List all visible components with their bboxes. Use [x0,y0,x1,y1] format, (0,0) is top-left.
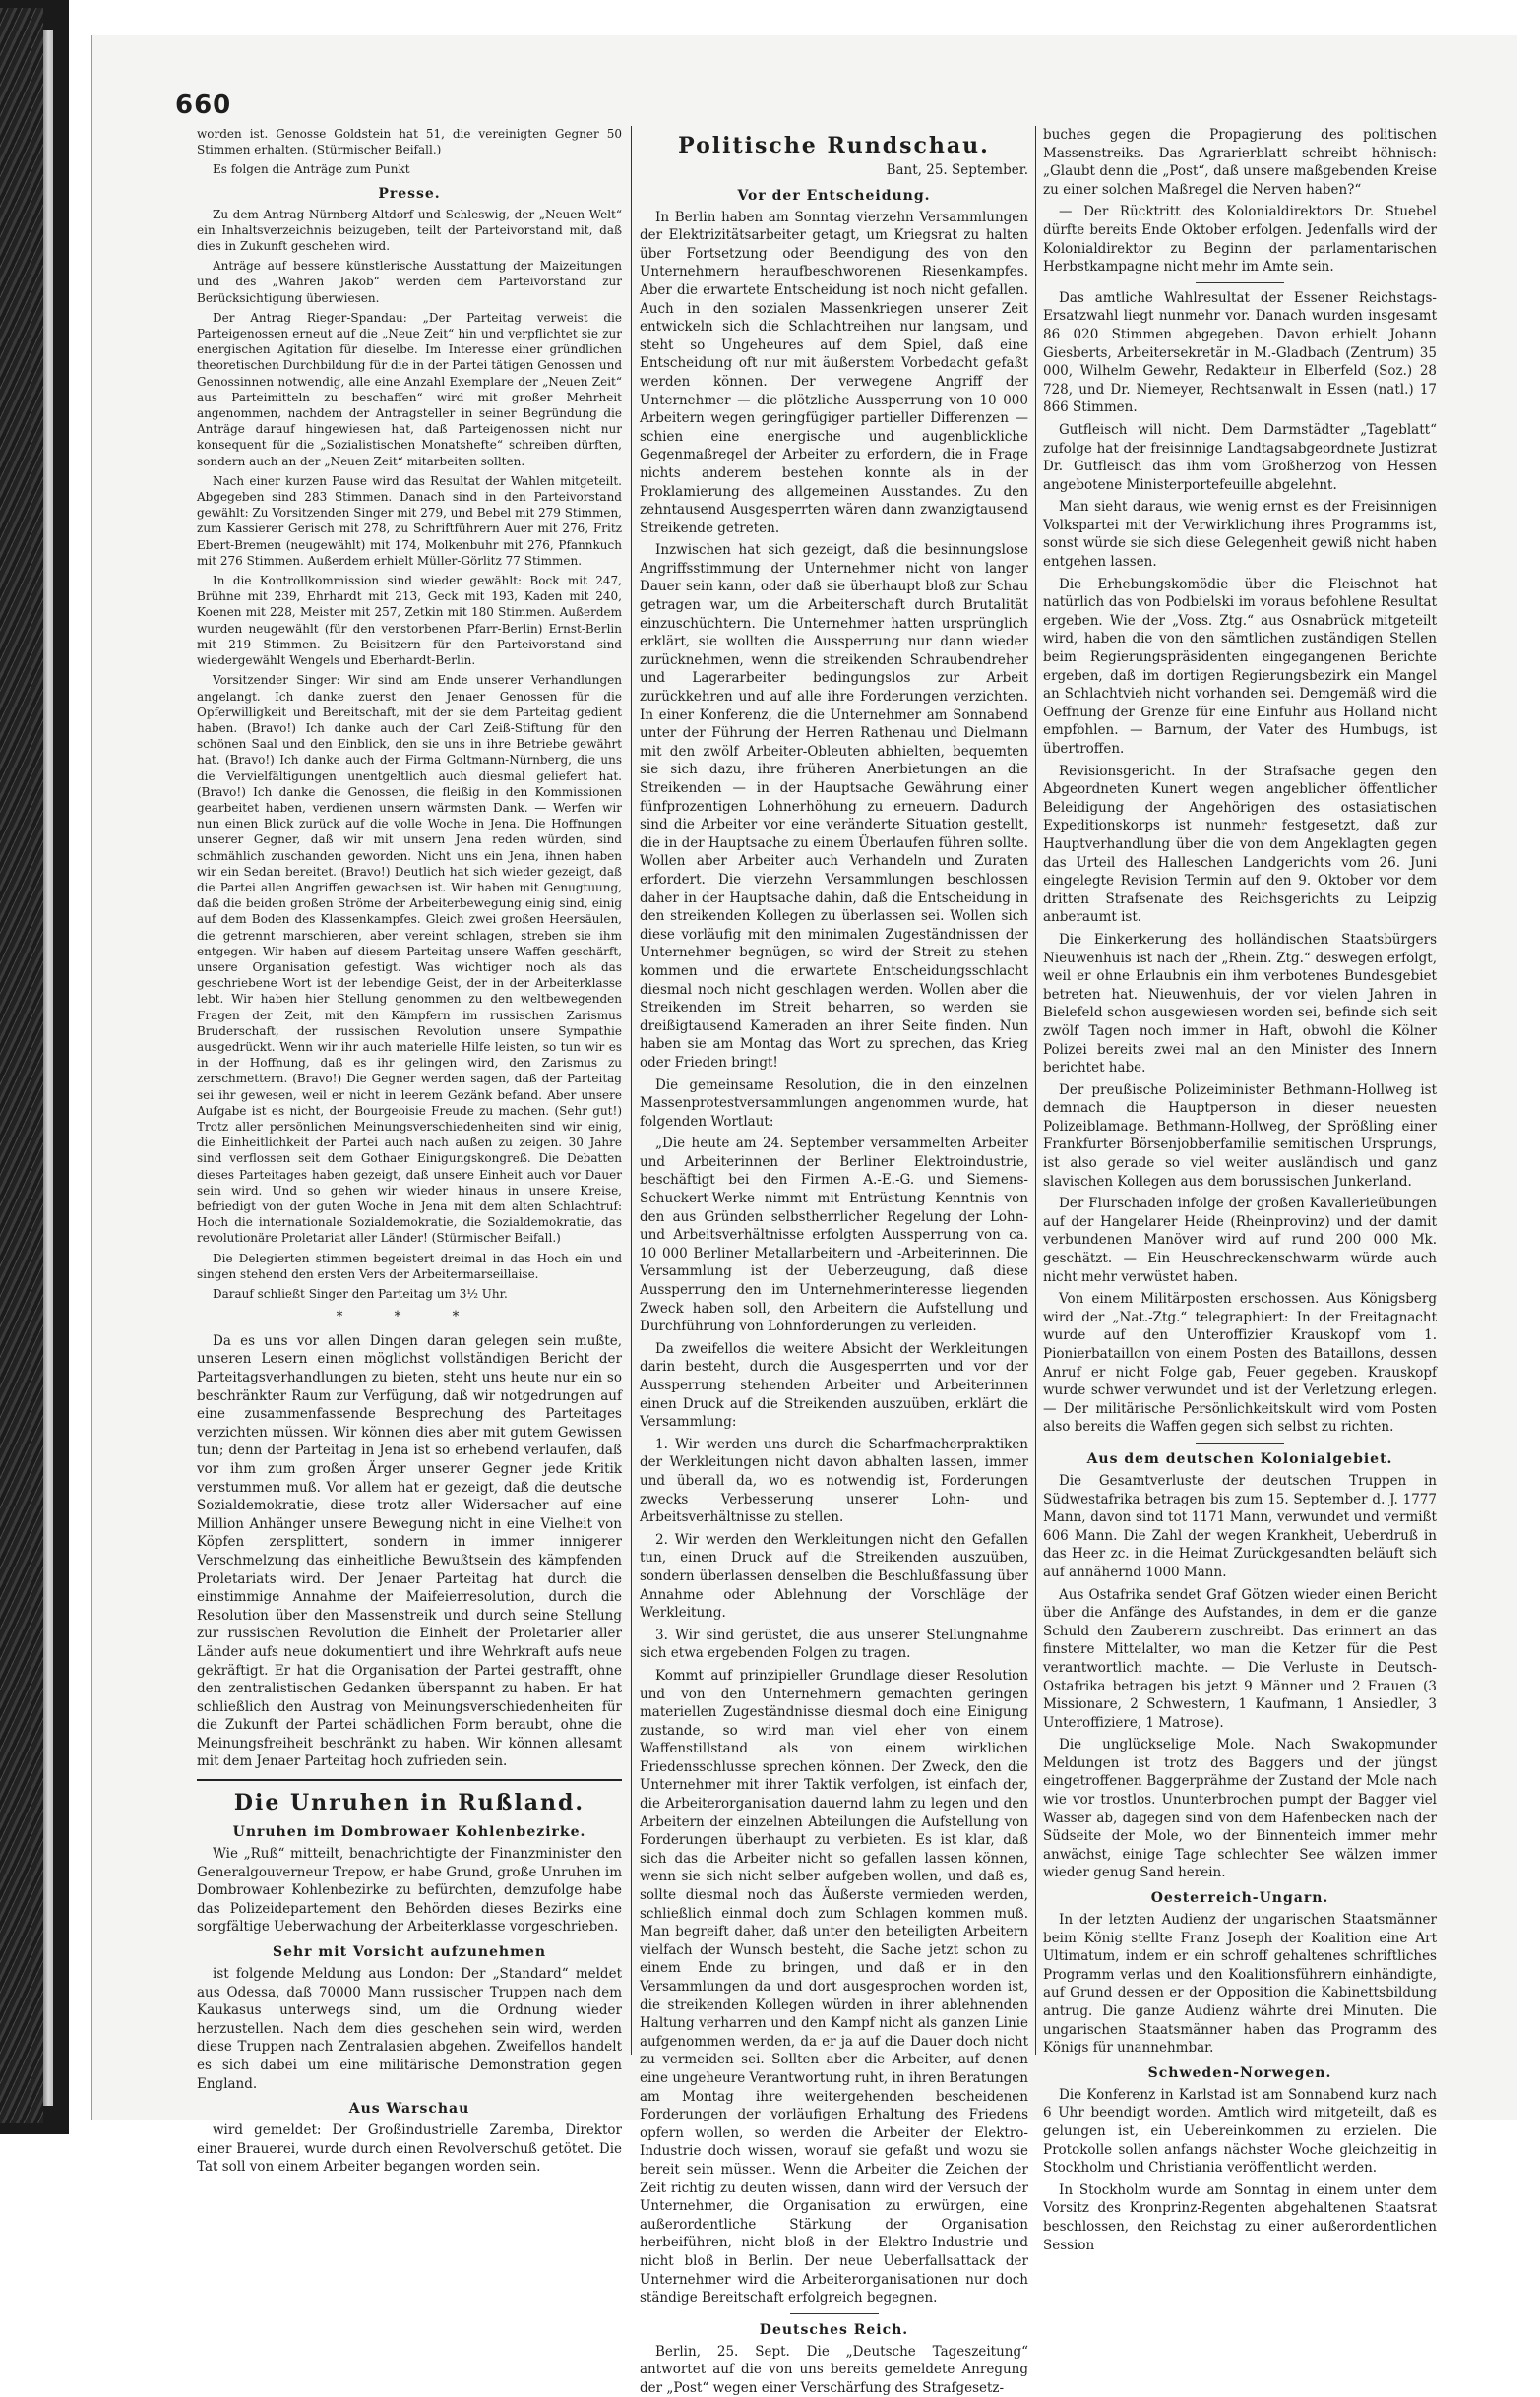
paragraph: Die Erhebungskomödie über die Fleischnot hat natürlich das von Podbielski im voraus befohlene Resultat ergeben. Wie der „Voss. Ztg.“ aus Osnabrück mitgeteilt wird, haben die von den sämtlichen zuständigen Stellen beim Regierungspräsidenten eingegangenen Berichte ergeben, daß im dortigen Regierungsbezirk ein Mangel an Schlachtvieh nicht vorhanden sei. Demgemäß wird die Oeffnung der Grenze für eine Einfuhr aus Holland nicht empfohlen. — Barnum, der Vater des Humbugs, ist übertroffen. [1043,576,1437,757]
paragraph: Anträge auf bessere künstlerische Ausstattung der Maizeitungen und des „Wahren Jakob“ werden dem Parteivorstand zur Berücksichtigung überwiesen. [197,259,622,305]
right-column [1043,126,1437,2253]
section-rule [1196,1443,1284,1444]
paragraph: Die Konferenz in Karlstad ist am Sonnabend kurz nach 6 Uhr beendigt worden. Amtlich wird mitgeteilt, daß es gelungen ist, ein Uebereinkommen zu erzielen. Die Protokolle sollen anfangs nächster Woche gleichzeitig in Stockholm und Christiania veröffentlicht werden. [1043,2086,1437,2177]
paragraph: 3. Wir sind gerüstet, die aus unserer Stellungnahme sich etwa ergebenden Folgen zu tragen. [640,1627,1028,1662]
separator-stars: * * * [336,1309,483,1325]
paragraph: Nach einer kurzen Pause wird das Resultat der Wahlen mitgeteilt. Abgegeben sind 283 Stimmen. Danach sind in den Parteivorstand gewählt: Zu Vorsitzenden Singer mit 279, und Bebel mit 279 Stimmen, zum Kassierer Gerisch mit 278, zu Schriftführern Auer mit 276, Fritz Ebert-Bremen (neugewählt) mit 174, Molkenbuhr mit 276, Pfannkuch mit 276 Stimmen. Außerdem erhielt Müller-Görlitz 77 Stimmen. [197,473,622,568]
paragraph: Darauf schließt Singer den Parteitag um 3½ Uhr. [213,1287,508,1302]
paragraph: „Die heute am 24. September versammelten Arbeiter und Arbeiterinnen der Berliner Elektroindustrie, beschäftigt bei den Firmen A.-E.-G. und Siemens-Schuckert-Werke nimmt mit Entrüstung Kenntnis von den aus Gründen selbstherrlicher Regelung der Lohn- und Arbeitsverhältnisse erfolgten Aussperrung von ca. 10 000 Berliner Metallarbeitern und -Arbeiterinnen. Die Versammlung ist der Ueberzeugung, daß diese Aussperrung den im Unternehmerinteresse liegenden Zweck haben soll, den Arbeitern die Aufstellung und Durchführung von Lohnforderungen zu verleiden. [640,1136,1028,1335]
paragraph: Aus Ostafrika sendet Graf Götzen wieder einen Bericht über die Anfänge des Aufstandes, in dem er die ganze Schuld den Zauberern zuschreibt. Das erinnert an das finstere Mittelalter, wo man die Ketzer für die Pest verantwortlich machte. — Die Verluste in Deutsch-Ostafrika betragen bis jetzt 9 Männer und 2 Frauen (3 Missionare, 2 Schwestern, 1 Kaufmann, 1 Ansiedler, 3 Unteroffiziere, 1 Matrose). [1043,1586,1437,1731]
subheading-dombrowa: Unruhen im Dombrowaer Kohlenbezirke. [232,1824,586,1841]
paragraph: Da es uns vor allen Dingen daran gelegen sein mußte, unseren Lesern einen möglichst vollständigen Bericht der Parteitagsverhandlungen zu bieten, steht uns heute nur ein so beschränkter Raum zur Verfügung, daß wir notgedrungen auf eine zusammenfassende Besprechung des Parteitages verzichten müssen. Wir können dies aber mit gutem Gewissen tun; denn der Parteitag in Jena ist so erhebend verlaufen, daß vor ihm zum großen Ärger unserer Gegner jede Kritik verstummen muß. Vor allem hat er gezeigt, daß die deutsche Sozialdemokratie, diese trotz aller Widersacher auf eine Million Anhänger unsere Bewegung nicht in eine Vielheit von Köpfen zersplittert, sondern in immer innigerer Verschmelzung das einheitliche Bewußtsein des kämpfenden Proletariats wird. Der Jenaer Parteitag hat durch die einstimmige Annahme der Maifeierresolution, durch die Resolution über den Massenstreik und durch seine Stellung zur russischen Revolution die Einheit der Proletarier aller Länder aufs neue dokumentiert und ihre Wehrkraft aufs neue gekräftigt. Er hat die Organisation der Partei gestrafft, ohne den zentralistischen Gedanken überspannt zu haben. Er hat schließlich den Austrag von Meinungsverschiedenheiten für die Zukunft der Partei schädlichen Form beraubt, ohne die Meinungsfreiheit beschränkt zu haben. Wir können allesamt mit dem Jenaer Parteitag hoch zufrieden sein. [197,1332,622,1770]
paragraph: Man sieht daraus, wie wenig ernst es der Freisinnigen Volkspartei mit der Verwirklichung ihres Programms ist, sonst würde sie sich diese Gelegenheit gewiß nicht haben entgehen lassen. [1043,499,1437,571]
paragraph: Berlin, 25. Sept. Die „Deutsche Tageszeitung“ antwortet auf die von uns bereits gemeldete Anregung der „Post“ wegen einer Verschärfung des Strafgesetz- [640,2343,1028,2396]
page-number: 660 [175,91,232,120]
paragraph: Revisionsgericht. In der Strafsache gegen den Abgeordneten Kunert wegen angeblicher öffentlicher Beleidigung der Angehörigen des ostasiatischen Expeditionskorps ist nunmehr festgesetzt, daß zur Hauptverhandlung über die von dem Angeklagten gegen das Urteil des Halleschen Landgerichts vom 26. Juni eingelegte Revision Termin auf den 9. Oktober vor dem dritten Strafsenate des Reichsgerichts zu Leipzig anberaumt ist. [1043,763,1437,926]
book-binding [0,0,69,2134]
paragraph: Die Gesamtverluste der deutschen Truppen in Südwestafrika betragen bis zum 15. September d. J. 1777 Mann, davon sind tot 1171 Mann, verwundet und vermißt 606 Mann. Die Zahl der wegen Krankheit, Ueberdruß in das Heer zc. in die Heimat Zurückgesandten beläuft sich auf annähernd 1000 Mann. [1043,1472,1437,1580]
paragraph: Das amtliche Wahlresultat der Essener Reichstags-Ersatzwahl liegt nunmehr vor. Danach wurden insgesamt 86 020 Stimmen abgegeben. Davon erhielt Johann Giesberts, Arbeitersekretär in M.-Gladbach (Zentrum) 35 000, Wilhelm Gewehr, Redakteur in Elberfeld (Soz.) 28 728, und Dr. Niemeyer, Rechtsanwalt in Essen (natl.) 17 866 Stimmen. [1043,289,1437,416]
section-rule [1196,282,1284,283]
section-title-rundschau: Politische Rundschau. [678,133,990,158]
paragraph: Die unglückselige Mole. Nach Swakopmunder Meldungen ist trotz des Baggers und der jüngst eingetroffenen Baggerprähme der Zustand der Mole nach wie vor trostlos. Ununterbrochen pumpt der Bagger viel Wasser ab, dagegen sind von dem Hafenbecken nach der Südseite der Mole, wo der Binnenteich immer mehr anwächst, einige Tage schlechter See wälzen immer wieder genug Sand herein. [1043,1737,1437,1881]
paragraph: In die Kontrollkommission sind wieder gewählt: Bock mit 247, Brühne mit 239, Ehrhardt mit 213, Geck mit 193, Kaden mit 240, Koenen mit 228, Meister mit 257, Zetkin mit 180 Stimmen. Außerdem wurden neugewählt (für den verstorbenen Pfarr-Berlin) Ernst-Berlin mit 219 Stimmen. Zu Beisitzern für den Parteivorstand sind wiedergewählt Wengels und Eberhardt-Berlin. [197,574,622,668]
paragraph: Von einem Militärposten erschossen. Aus Königsberg wird der „Nat.-Ztg.“ telegraphiert: In der Freitagnacht wurde auf den Unteroffizier Krauskopf vom 1. Pionierbataillon von einem Posten des Bataillons, dessen Anruf er nicht Folge gab, Feuer gegeben. Krauskopf wurde schwer verwundet und ist der Verletzung erlegen. — Der militärische Persönlichkeitskult wird vom Posten also bereits die Waffen gegen sich selbst zu richten. [1043,1291,1437,1436]
paragraph: Der Antrag Rieger-Spandau: „Der Parteitag verweist die Parteigenossen erneut auf die „Neue Zeit“ hin und verpflichtet sie zur energischen Agitation für dieselbe. Im Interesse einer gründlichen theoretischen Durchbildung für die in der Partei tätigen Genossen und Genossinnen notwendig, alle eine Anzahl Exemplare der „Neuen Zeit“ aus Parteimitteln zu beschaffen“ wird mit großer Mehrheit angenommen, nachdem der Antragsteller in seiner Begründung die Anträge darauf hingewiesen hat, daß Parteigenossen nicht nur konsequent für die „Sozialistischen Monatshefte“ schreiben dürften, sondern auch an der „Neuen Zeit“ mitarbeiten sollten. [197,310,622,468]
section-heading-oesterreich: Oesterreich-Ungarn. [1150,1890,1329,1907]
article-headline-entscheidung: Vor der Entscheidung. [737,187,931,204]
paragraph: Da zweifellos die weitere Absicht der Werkleitungen darin besteht, durch die Ausgesperrten und vor der Aussperrung stehenden Arbeiter und Arbeiterinnen einen Druck auf die Streikenden auszuüben, erklärt die Versammlung: [640,1340,1028,1431]
dateline: Bant, 25. September. [886,162,1028,178]
paragraph: Der Flurschaden infolge der großen Kavallerieübungen auf der Hangelarer Heide (Rheinprovinz) und der damit verbundenen Manöver wird auf rund 200 000 Mk. geschätzt. — Ein Heuschreckenschwarm würde auch nicht mehr verwüstet haben. [1043,1196,1437,1285]
paragraph: Der preußische Polizeiminister Bethmann-Hollweg ist demnach die Hauptperson in dieser neuesten Polizeiblamage. Bethmann-Hollweg, der Sprößling einer Frankfurter Börsenjobberfamilie semitischen Ursprungs, ist also gerade so viel weiter ausländisch und ganz slavischen Kollegen aus dem borussischen Junkerland. [1043,1081,1437,1190]
paragraph: — Der Rücktritt des Kolonialdirektors Dr. Stuebel dürfte bereits Ende Oktober erfolgen. Jedenfalls wird der Kolonialdirektor zu Beginn der parlamentarischen Herbstkampagne nicht mehr im Amte sein. [1043,204,1437,276]
paragraph: 2. Wir werden den Werkleitungen nicht den Gefallen tun, einen Druck auf die Streikenden auszuüben, sondern überlassen denselben die Beschlußfassung über Annahme oder Ablehnung der Vorschläge der Werkleitung. [640,1531,1028,1622]
paragraph: buches gegen die Propagierung des politischen Massenstreiks. Das Agrarierblatt schreibt höhnisch: „Glaubt denn die „Post“, daß unsere maßgebenden Kreise zu einer solchen Maßregel die Nerven haben?“ [1043,127,1437,198]
column-divider [1035,126,1036,2055]
paragraph: Zu dem Antrag Nürnberg-Altdorf und Schleswig, der „Neuen Welt“ ein Inhaltsverzeichnis beizugeben, teilt der Parteivorstand mit, daß dies in Zukunft geschehen wird. [197,207,622,254]
paragraph: Kommt auf prinzipieller Grundlage dieser Resolution und von den Unternehmern gemachten geringen materiellen Zugeständnisse diesmal doch eine Einigung zustande, so wird man viel eher von einem Waffenstillstand als von einem wirklichen Friedensschlusse sprechen können. Der Zweck, den die Unternehmer mit ihrer Taktik verfolgen, ist einfach der, die Arbeiterorganisation dauernd lahm zu legen und den Arbeitern der einzelnen Abteilungen die Aufstellung von Forderungen überhaupt zu verbieten. Es ist klar, daß sich das die Arbeiter nicht so gefallen lassen können, wenn sie sich nicht selber aufgeben wollen, und daß es, sollte diesmal noch das Äußerste vermieden werden, schließlich einmal doch zum Schlagen kommen muß. Man begreift daher, daß unter den beteiligten Arbeitern vielfach der Wunsch besteht, die Sache jetzt schon zu einem Ende zu bringen, und daß er in den Versammlungen da und dort ausgesprochen worden ist, die streikenden Kollegen würden in ihrer ablehnenden Haltung verharren und den Kampf nicht als ganzen Linie aufgenommen werden, da er ja auf die Dauer doch nicht zu vermeiden sei. Sollten aber die Arbeiter, auf denen eine ungeheure Verantwortung ruht, in ihren Beratungen am Montag ihre weitergehenden bescheidenen Forderungen der vorläufigen Erhaltung des Friedens opfern wollen, so werden die Arbeiter der Elektro-Industrie doch wissen, worauf sie gefaßt und wozu sie bereit sein müssen. Wenn die Arbeiter die Zeichen der Zeit richtig zu deuten wissen, dann wird der Versuch der Unternehmer, die Organisation zu erwürgen, eine außerordentliche Stärkung der Organisation herbeiführen, nicht bloß in der Elektro-Industrie und nicht bloß in Berlin. Der neue Ueberfallsattack der Unternehmer wird die Arbeiterorganisationen nur doch ständige Bereitschaft erfolgreich begegnen. [640,1667,1028,2306]
section-heading-schweden: Schweden-Norwegen. [1147,2064,1332,2081]
paragraph: In Berlin haben am Sonntag vierzehn Versammlungen der Elektrizitätsarbeiter getagt, um Kriegsrat zu halten über Fortsetzung oder Beendigung des von den Unternehmern heraufbeschworenen Riesenkampfes. Aber die erwartete Entscheidung ist noch nicht gefallen. Auch in den sozialen Massenkriegen unserer Zeit entwickeln sich die Schlachtreihen nur langsam, und steht so Ungeheures auf dem Spiel, daß eine Entscheidung oft nur mit äußerstem Vorbedacht gefaßt werden können. Der verwegene Angriff der Unternehmer — die plötzliche Aussperrung von 10 000 Arbeitern wegen geringfügiger partieller Differenzen — schien eine energische und augenblickliche Gegenmaßregel der Arbeiter zu erfordern, die in Frage nichts anderem bestehen konnte als in der Proklamierung des allgemeinen Ausstandes. Zu den zehntausend Ausgesperrten wären dann zwanzigtausend Streikende getreten. [640,209,1028,536]
section-rule [197,1779,622,1781]
section-rule [790,2313,879,2314]
paragraph: In Stockholm wurde am Sonntag in einem unter dem Vorsitz des Kronprinz-Regenten abgehaltenen Staatsrat beschlossen, den Reichstag zu einer außerordentlichen Session [1043,2182,1437,2253]
article-headline-unruhen: Die Unruhen in Rußland. [233,1790,585,1816]
paragraph: Wie „Ruß“ mitteilt, benachrichtigte der Finanzminister den Generalgouverneur Trepow, er habe Grund, große Unruhen im Dombrowaer Kohlenbezirke zu befürchten, demzufolge habe das Polizeidepartement den Behörden dieses Bezirks eine sorgfältige Ueberwachung der Arbeiterklasse vorgeschrieben. [197,1846,622,1936]
paragraph: 1. Wir werden uns durch die Scharfmacherpraktiken der Werkleitungen nicht davon abhalten lassen, immer und überall da, wo es notwendig ist, Forderungen zwecks Verbesserung unserer Lohn- und Arbeitsverhältnisse zu stellen. [640,1436,1028,1526]
paragraph: wird gemeldet: Der Großindustrielle Zaremba, Direktor einer Brauerei, wurde durch einen Revolverschuß getötet. Die Tat soll von einem Arbeiter begangen worden sein. [197,2122,622,2176]
middle-column [640,126,1028,2396]
section-heading-presse: Presse. [378,185,441,202]
subheading-warschau: Aus Warschau [348,2101,470,2118]
subheading-vorsicht: Sehr mit Vorsicht aufzunehmen [272,1944,547,1961]
paragraph: Gutfleisch will nicht. Dem Darmstädter „Tageblatt“ zufolge hat der freisinnige Landtagsabgeordnete Justizrat Dr. Gutfleisch das ihm vom Großherzog von Hessen angebotene Ministerportefeuille abgelehnt. [1043,421,1437,493]
section-heading-kolonial: Aus dem deutschen Kolonialgebiet. [1086,1450,1393,1467]
paragraph: Inzwischen hat sich gezeigt, daß die besinnungslose Angriffsstimmung der Unternehmer nicht von langer Dauer sein kann, oder daß sie überhaupt bloß zur Schau getragen war, um die Arbeiterschaft durch Brutalität einzuschüchtern. Die Unternehmer hatten ursprünglich erklärt, sie wollten die Aussperrung nur dann wieder zurücknehmen, wenn die streikenden Schraubendreher und Lagerarbeiter bedingungslos zur Arbeit zurückkehren und auf alle ihre Forderungen verzichten. In einer Konferenz, die die Unternehmer am Sonnabend unter der Führung der Herren Rathenau und Dielmann mit den zwölf Arbeiter-Obleuten abhielten, bequemten sie sich dazu, ihre früheren Anerbietungen an die Streikenden — in der Hauptsache Gewährung einer fünfprozentigen Lohnerhöhung zu erneuern. Dadurch sind die Arbeiter vor eine veränderte Situation gestellt, die in der Hauptsache zu einem Überlaufen führen sollte. Wollen aber Arbeiter auch Verhandeln und Zuraten erfordert. Die vierzehn Versammlungen beschlossen daher in der Hauptsache dahin, daß die Entscheidung in den streikenden Kollegen zu überlassen sei. Wollen sich diese vorläufig mit den minimalen Zugeständnissen der Unternehmer begnügen, so wird der Streit zu stehen kommen und die erwartete Entscheidungsschlacht diesmal noch nicht geschlagen werden. Wollen aber die Streikenden im Streit beharren, so werden sie dreißigtausend Kameraden an ihrer Seite finden. Nun haben sie am Montag das Wort zu sprechen, das Krieg oder Frieden bringt! [640,542,1028,1071]
paragraph: worden ist. Genosse Goldstein hat 51, die vereinigten Gegner 50 Stimmen erhalten. (Stürmischer Beifall.) [197,127,622,157]
paragraph: Die gemeinsame Resolution, die in den einzelnen Massenprotestversammlungen angenommen wurde, hat folgenden Wortlaut: [640,1076,1028,1130]
section-heading-reich: Deutsches Reich. [759,2321,909,2338]
paragraph: Es folgen die Anträge zum Punkt [213,162,410,177]
paragraph: Die Delegierten stimmen begeistert dreimal in das Hoch ein und singen stehend den ersten Vers der Arbeitermarseillaise. [197,1251,622,1281]
page-edges [43,30,53,2106]
paragraph: Die Einkerkerung des holländischen Staatsbürgers Nieuwenhuis ist nach der „Rhein. Ztg.“ deswegen erfolgt, weil er ohne Erlaubnis ein ihm verbotenes Bundesgebiet betreten hat. Nieuwenhuis, der vor vielen Jahren in Bielefeld schon ausgewiesen worden sei, befinde sich seit zwölf Tagen noch immer in Haft, obwohl die Kölner Polizei bereits zwei mal an den Minister des Innern berichtet habe. [1043,931,1437,1076]
paragraph: ist folgende Meldung aus London: Der „Standard“ meldet aus Odessa, daß 70000 Mann russischer Truppen nach dem Kaukasus unterwegs sind, um die Ordnung wieder herzustellen. Nach dem dies geschehen sein wird, werden diese Truppen nach Zentralasien abgehen. Zweifellos handelt es sich dabei um eine militärische Demonstration gegen England. [197,1966,622,2092]
column-divider [631,126,632,2055]
paragraph: In der letzten Audienz der ungarischen Staatsmänner beim König stellte Franz Joseph der Koalition eine Art Ultimatum, indem er ein schroff gehaltenes schriftliches Programm verlas und den Koalitionsführern einhändigte, auf Grund dessen er der Opposition die Kabinettsbildung antrug. Die ganze Audienz währte drei Minuten. Die ungarischen Staatsmänner haben das Programm des Königs für unannehmbar. [1043,1912,1437,2057]
marbled-cover [0,8,43,2123]
paragraph: Vorsitzender Singer: Wir sind am Ende unserer Verhandlungen angelangt. Ich danke zuerst den Jenaer Genossen für die Opferwilligkeit und Bereitschaft, mit der sie dem Parteitag gedient haben. (Bravo!) Ich danke auch der Carl Zeiß-Stiftung für den schönen Saal und den Einblick, den sie uns in ihre Betriebe gewährt hat. (Bravo!) Ich danke auch der Firma Goltmann-Nürnberg, die uns die Vervielfältigungen unentgeltlich auch diesmal geliefert hat. (Bravo!) Ich danke die Genossen, die fleißig in den Kommissionen gearbeitet haben, verdienen unsern wärmsten Dank. — Werfen wir nun einen Blick zurück auf die volle Woche in Jena. Die Hoffnungen unserer Gegner, daß wir mit unsern Jena reden würden, sind schmählich zuschanden geworden. Nicht uns ein Jena, ihnen haben wir ein Sedan bereitet. (Bravo!) Deutlich hat sich wieder gezeigt, daß die Partei allen Angriffen gewachsen ist. Wir haben mit Genugtuung, daß die beiden großen Ströme der Arbeiterbewegung einig sind, einig auf dem Boden des Klassenkampfes. Gleich zwei großen Heersäulen, die getrennt marschieren, aber vereint schlagen, streben sie ihm entgegen. Wir haben auf diesem Parteitag unsere Waffen geschärft, unsere Organisation gefestigt. Was wichtiger noch als das geschriebene Wort ist der lebendige Geist, der in der Arbeiterklasse lebt. Wir haben hier Stellung genommen zu den weltbewegenden Fragen der Zeit, mit den Kämpfern im russischen Zarismus Bruderschaft, der russischen Revolution unsere Sympathie ausgedrückt. Wenn wir ihr auch materielle Hilfe leisten, so tun wir es in der Hoffnung, daß es ihr gelingen wird, den Zarismus zu zerschmettern. (Bravo!) Die Gegner werden sagen, daß der Parteitag sei ihr gewesen, weil er nicht in leerem Gezänk befand. Aber unsere Aufgabe ist es nicht, der Bourgeoisie Freude zu machen. (Sehr gut!) Trotz aller persönlichen Meinungsverschiedenheiten sind wir einig, die Einheitlichkeit der Partei auch nach außen zu zeigen. 30 Jahre sind verflossen seit dem Gothaer Einigungskongreß. Die Debatten dieses Parteitages haben gezeigt, daß unsere Einheit auch vor Dauer sein wird. Und so gehen wir wieder hinaus in unsere Kreise, befriedigt von der guten Woche in Jena mit dem alten Schlachtruf: Hoch die internationale Sozialdemokratie, die Sozialdemokratie, das revolutionäre Proletariat aller Länder! (Stürmischer Beifall.) [197,673,622,1246]
left-column [197,126,622,2176]
